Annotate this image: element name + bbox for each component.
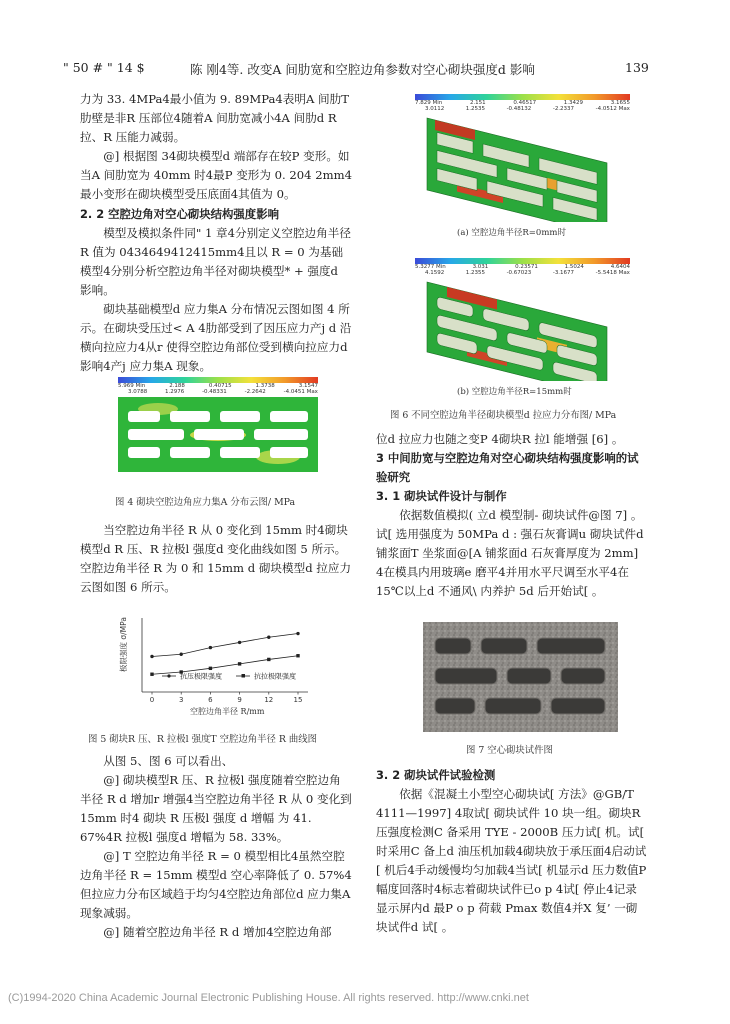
paragraph: 模型及模拟条件同" 1 章4分别定义空腔边角半径 R 值为 0434649412415mm4且以 R = 0 为基础模型4分别分析空腔边角半径对砌块模型* + 强度d 影响。 xyxy=(80,226,351,297)
x-tick-label: 12 xyxy=(264,696,274,704)
legend-label: 0.23571 xyxy=(515,264,538,270)
legend-label: 2.151 xyxy=(469,100,486,106)
figure-4-caption: 图 4 砌块空腔边角应力集A 分布云图/ MPa xyxy=(115,497,296,508)
legend-label: -2.2642 xyxy=(244,389,266,395)
paragraph: 从图 5、图 6 可以看出、 xyxy=(103,754,234,768)
legend-label: 0.40715 xyxy=(208,383,232,389)
legend-label: -2.2337 xyxy=(552,106,575,112)
data-point xyxy=(296,654,299,657)
paragraph: 当空腔边角半径 R 从 0 变化到 15mm 时4砌块模型d R 压、R 拉极l 强度d 变化曲线如图 5 所示。空腔边角半径 R 为 0 和 15mm d 砌块模型d 拉应力云图如图 6 所示。 xyxy=(80,523,352,594)
figure-5-caption: 图 5 砌块R 压、R 拉极l 强度T 空腔边角半径 R 曲线图 xyxy=(88,734,317,745)
figure-6b xyxy=(415,258,630,397)
legend-label: 1.3429 xyxy=(563,100,584,106)
legend-label: 3.0788 xyxy=(128,389,148,395)
data-point xyxy=(209,646,212,649)
x-tick-label: 3 xyxy=(178,696,184,704)
figure-4 xyxy=(118,377,318,476)
copyright-footer: (C)1994-2020 China Academic Journal Electronic Publishing House. All rights reserved. http://www.cnki.net xyxy=(8,992,529,1004)
x-tick-label: 15 xyxy=(293,696,303,704)
figure-6a xyxy=(415,94,630,238)
data-point xyxy=(238,662,241,665)
section-heading: 3 中间肋宽与空腔边角对空心砌块结构强度影响的试验研究 xyxy=(376,451,639,484)
legend-label: 抗拉极限强度 xyxy=(254,672,296,681)
paragraph: @] 随着空腔边角半径 R d 增加4空腔边角部 xyxy=(103,925,332,939)
legend-label: -3.1677 xyxy=(552,270,575,276)
legend-label: 2.188 xyxy=(169,383,185,389)
legend-label: 1.2355 xyxy=(465,270,486,276)
legend-label: 5.3277 Min xyxy=(415,264,446,270)
legend-label: 1.2535 xyxy=(465,106,486,112)
paragraph: 砌块基础模型d 应力集A 分布情况云图如图 4 所示。在砌块受压过< A 4肋部受到了因压应力产j d 沿横向拉应力4从r 使得空腔边角部位受到横向拉应力d 影响4产j 应力集A 现象。 xyxy=(80,302,352,373)
legend-label: -5.5418 Max xyxy=(595,270,630,276)
legend-label: 4.1592 xyxy=(425,270,445,276)
data-point xyxy=(267,636,270,639)
paragraph: 依据《混凝土小型空心砌块试[ 方法》@GB/T 4111—1997] 4取试[ 砌块试件 10 块一组。砌块R 压强度检测C 备采用 TYE - 2000B 压力试[ 机。试[ 时采用C 备上d 油压机加载4砌块放于承压面4启动试[ 机后4手动缓慢均匀加载4当试[ 机显示d 压力数值P 幅度回落时4标志着砌块试件已o p 4试[ 停止4记录显示屏内d 最P o p 荷载 Pmax 数值4并X 复’ 一砌块试件d 试[ 。 xyxy=(376,787,647,934)
paragraph: 力为 33. 4MPa4最小值为 9. 89MPa4表明A 间肋T 肋壁是非R 压部位4随着A 间肋宽减小4A 间肋d R 拉、R 压能力减弱。 xyxy=(80,92,349,144)
paragraph: 依据数值模拟( 立d 模型制- 砌块试件@图 7] 。试[ 选用强度为 50MPa d : 强石灰膏调u 砌块试件d 铺浆面T 坐浆面@[A 铺浆面d 石灰膏厚度为 2mm] 4在模具内用玻璃e 磨平4并用水平尺调至水平4在 15℃以上d 不通风\ 内养护 5d 后开始试[ 。 xyxy=(376,508,644,598)
legend-label: 7.829 Min xyxy=(415,100,443,106)
figure-6-caption: 图 6 不同空腔边角半径砌块模型d 拉应力分布图/ MPa xyxy=(390,410,617,421)
section-heading: 3. 2 砌块试件试验检测 xyxy=(376,768,496,782)
figure-7-caption: 图 7 空心砌块试件图 xyxy=(466,745,553,756)
block-3d-stress-plot-r0 xyxy=(415,112,630,222)
paragraph: @] T 空腔边角半径 R = 0 模型相比4虽然空腔边角半径 R = 15mm 模型d 空心率降低了 0. 57%4但拉应力分布区域趋于均匀4空腔边角部位d 应力集A 现象减弱。 xyxy=(80,849,352,920)
data-point xyxy=(209,667,212,670)
block-stress-contour xyxy=(118,397,318,472)
left-text-mid xyxy=(80,521,352,597)
y-axis-label: 极限强度 σ/MPa xyxy=(119,617,128,672)
legend-label: 3.1547 xyxy=(298,383,318,389)
x-tick-label: 9 xyxy=(237,696,242,704)
page-number: 139 xyxy=(625,60,649,75)
legend-label: -4.0512 Max xyxy=(595,106,630,112)
legend-label: 1.2976 xyxy=(165,389,185,395)
legend-label: -0.48132 xyxy=(506,106,532,112)
legend-label: 1.5024 xyxy=(564,264,584,270)
data-point xyxy=(180,653,183,656)
legend-label: -0.67023 xyxy=(506,270,532,276)
data-point xyxy=(267,658,270,661)
left-text-top xyxy=(80,90,352,376)
paragraph: @] 砌块模型R 压、R 拉极l 强度随着空腔边角半径 R d 增加r 增强4当空腔边角半径 R 从 0 变化到 15mm 时4 砌块 R 压极l 强度 d 增幅 为 41. 67%4R 拉极l 强度d 增幅为 58. 33%。 xyxy=(80,773,352,844)
legend-label: 3.031 xyxy=(472,264,489,270)
series-line-1 xyxy=(152,656,298,675)
legend-label: 抗压极限强度 xyxy=(180,672,222,681)
paragraph: 位d 拉应力也随之变P 4砌块R 拉l 能增强 [6] 。 xyxy=(376,432,624,446)
legend-label: -0.48331 xyxy=(202,389,227,395)
legend-row xyxy=(118,389,318,395)
legend-label: 4.6404 xyxy=(610,264,630,270)
data-point xyxy=(150,655,153,658)
hollow-block-specimen-photo xyxy=(423,622,618,732)
series-line-0 xyxy=(152,634,298,657)
section-heading: 3. 1 砌块试件设计与制作 xyxy=(376,489,507,503)
left-text-bottom xyxy=(80,752,352,942)
right-text-bottom xyxy=(376,766,648,937)
x-tick-label: 0 xyxy=(149,696,155,704)
figure-6a-sublabel: (a) 空腔边角半径R=0mm时 xyxy=(457,228,566,238)
legend-label: -4.0451 Max xyxy=(283,389,318,395)
data-point xyxy=(296,632,299,635)
journal-issue: " 50 # " 14 $ xyxy=(63,60,145,75)
legend-label: 5.969 Min xyxy=(118,383,146,389)
data-point xyxy=(238,641,241,644)
legend-label: 1.3738 xyxy=(255,383,275,389)
block-3d-stress-plot-r15 xyxy=(415,276,630,381)
data-point xyxy=(150,673,153,676)
legend-label: 3.0112 xyxy=(425,106,445,112)
section-heading: 2. 2 空腔边角对空心砌块结构强度影响 xyxy=(80,207,279,221)
legend-label: 0.46517 xyxy=(513,100,537,106)
strength-vs-radius-chart xyxy=(112,610,322,720)
legend-label: 3.1655 xyxy=(610,100,630,106)
right-text-top xyxy=(376,430,648,601)
x-axis-label: 空腔边角半径 R/mm xyxy=(190,707,265,716)
chart-legend xyxy=(162,672,296,681)
figure-6b-sublabel: (b) 空腔边角半径R=15mm时 xyxy=(457,387,572,397)
paragraph: @] 根据图 34砌块模型d 端部存在较P 变形。如当A 间肋宽为 40mm 时4最P 变形为 0. 204 2mm4最小变形在砌块模型受压底面4其值为 0。 xyxy=(80,149,352,201)
running-title: 陈 刚4等. 改变A 间肋宽和空腔边角参数对空心砌块强度d 影响 xyxy=(190,62,535,77)
x-tick-label: 6 xyxy=(208,696,213,704)
